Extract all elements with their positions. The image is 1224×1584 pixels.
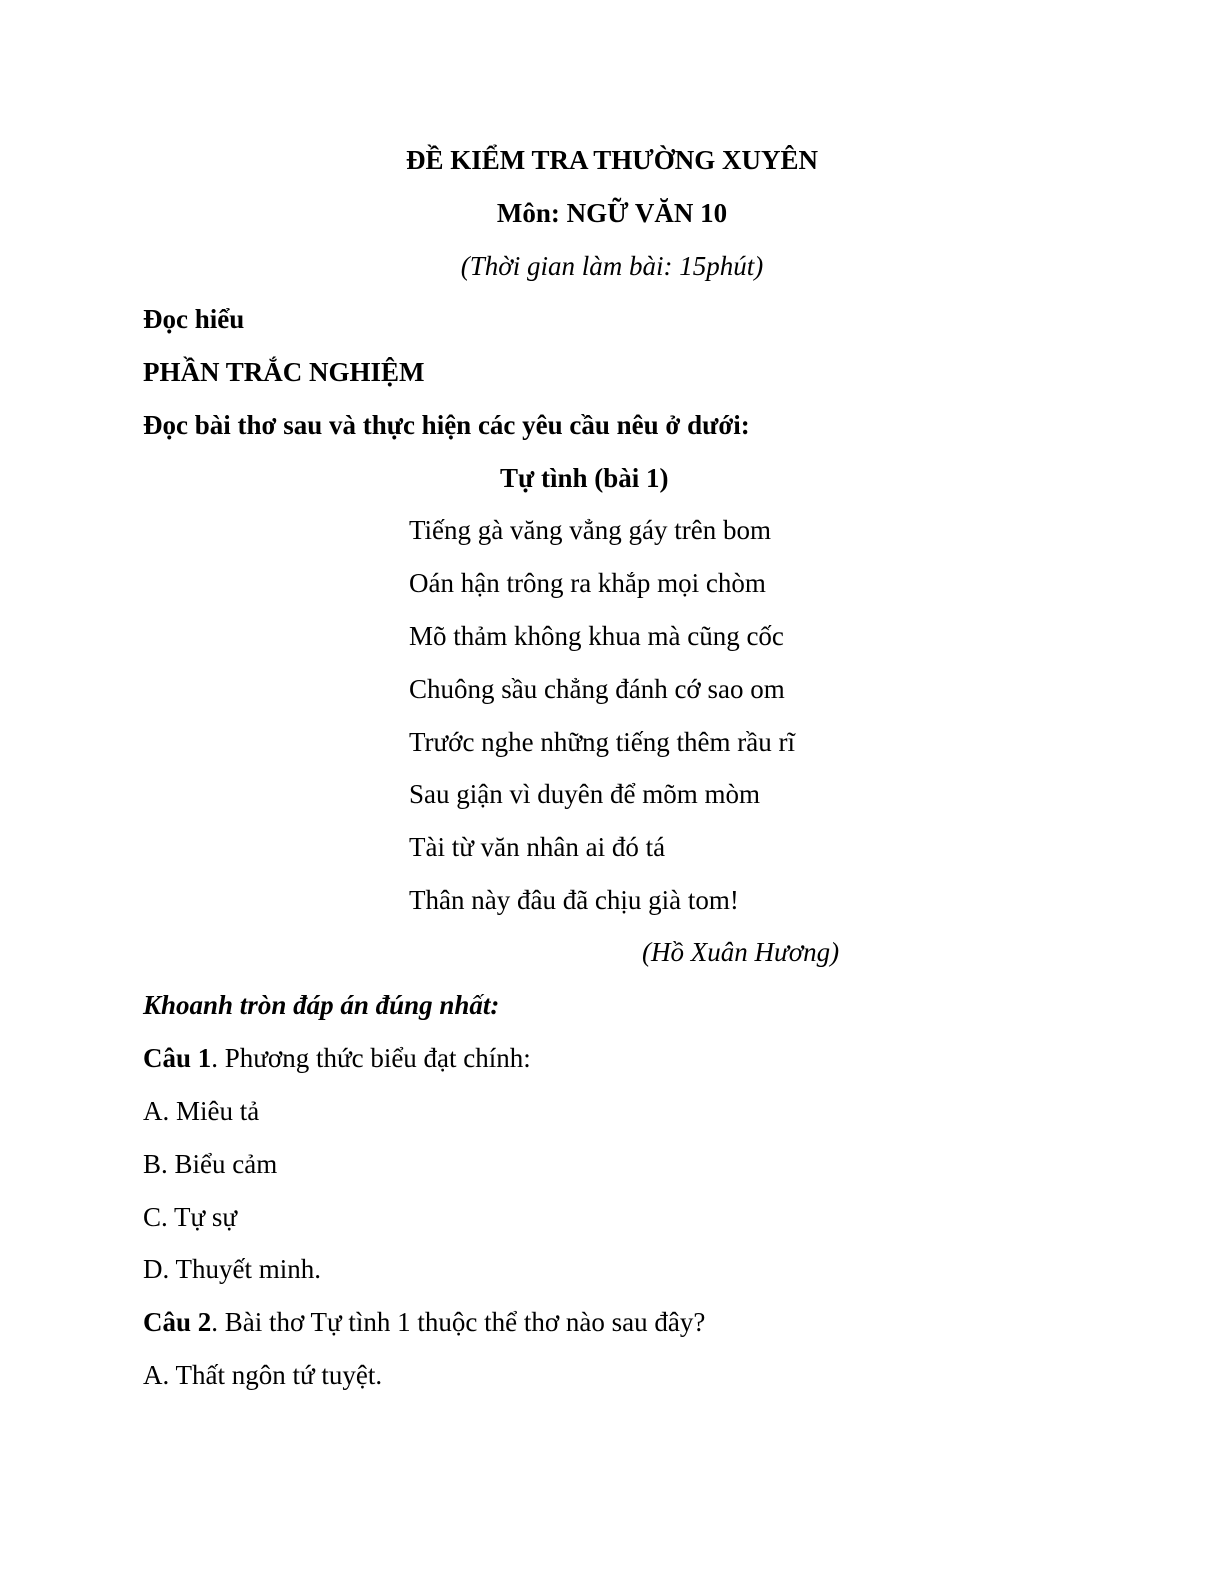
question-text: . Bài thơ Tự tình 1 thuộc thể thơ nào sau đây?	[211, 1307, 706, 1337]
poem-line: Chuông sầu chẳng đánh cớ sao om	[409, 674, 785, 704]
question-1	[143, 1045, 531, 1072]
poem-line: Trước nghe những tiếng thêm rầu rĩ	[409, 727, 795, 757]
poem-line: Tài từ văn nhân ai đó tá	[409, 832, 666, 862]
answer-option: A. Thất ngôn tứ tuyệt.	[143, 1360, 383, 1390]
question-label: Câu 2	[143, 1307, 212, 1337]
exam-title: ĐỀ KIỂM TRA THƯỜNG XUYÊN	[405, 145, 819, 175]
poem-title: Tự tình (bài 1)	[500, 463, 669, 493]
poem-line: Mõ thảm không khua mà cũng cốc	[409, 621, 784, 651]
task-instruction: Khoanh tròn đáp án đúng nhất:	[143, 990, 500, 1020]
answer-option: D. Thuyết minh.	[143, 1254, 321, 1284]
poem-line: Sau giận vì duyên để mõm mòm	[409, 779, 760, 809]
section-multiple-choice: PHẦN TRẮC NGHIỆM	[143, 357, 425, 387]
exam-subject: Môn: NGỮ VĂN 10	[496, 198, 728, 228]
question-label: Câu 1	[143, 1043, 212, 1073]
poem-author: (Hồ Xuân Hương)	[642, 937, 840, 967]
answer-option: C. Tự sự	[143, 1202, 238, 1232]
section-reading: Đọc hiểu	[143, 304, 245, 334]
poem-line: Oán hận trông ra khắp mọi chòm	[409, 568, 766, 598]
section-instruction: Đọc bài thơ sau và thực hiện các yêu cầu nêu ở dưới:	[143, 410, 750, 440]
poem-line: Thân này đâu đã chịu già tom!	[409, 885, 739, 915]
question-text: . Phương thức biểu đạt chính:	[211, 1043, 531, 1073]
poem-line: Tiếng gà văng vẳng gáy trên bom	[409, 515, 771, 545]
question-2	[143, 1309, 705, 1336]
exam-time: (Thời gian làm bài: 15phút)	[460, 251, 764, 281]
answer-option: B. Biểu cảm	[143, 1149, 278, 1179]
answer-option: A. Miêu tả	[143, 1096, 260, 1126]
